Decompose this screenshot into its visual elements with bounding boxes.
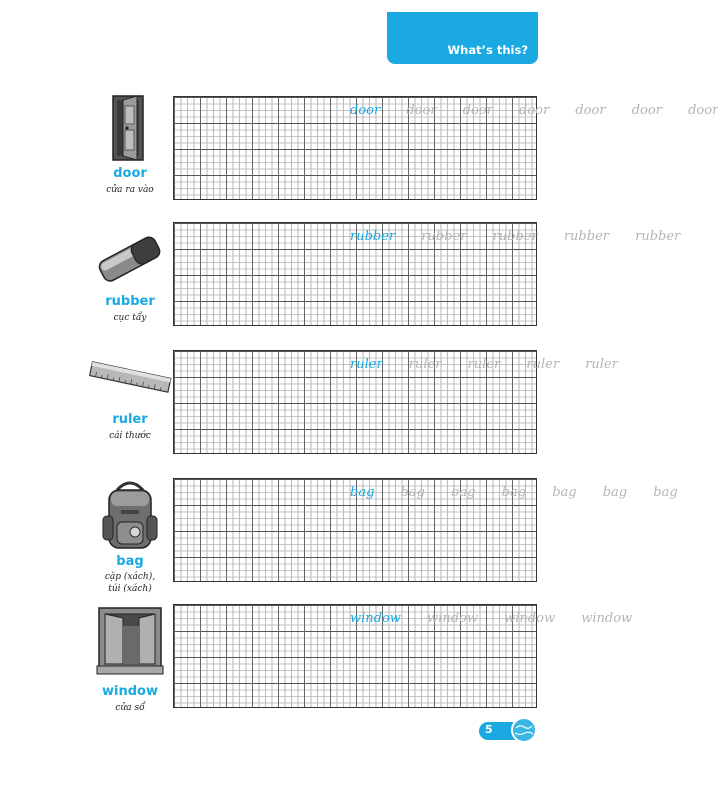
trace-word: bag xyxy=(451,485,476,500)
trace-word: door xyxy=(462,103,493,118)
meaning-label: cái thước xyxy=(109,431,151,441)
trace-word: door xyxy=(406,103,437,118)
meaning-label: cặp (xách), xyxy=(104,572,156,582)
trace-word: ruler xyxy=(408,357,442,372)
trace-line xyxy=(350,611,706,629)
ruler-icon xyxy=(88,360,172,396)
page-title: What’s this? xyxy=(447,43,528,57)
trace-word: rubber xyxy=(492,229,538,244)
trace-word: ruler xyxy=(526,357,560,372)
header-banner xyxy=(387,12,538,64)
trace-word: door xyxy=(575,103,606,118)
handwriting-grid[interactable] xyxy=(173,604,633,708)
word-label: window xyxy=(102,684,158,699)
trace-word: bag xyxy=(501,485,527,500)
window-icon xyxy=(93,604,167,678)
trace-word: bag xyxy=(552,485,577,500)
trace-word: door xyxy=(519,103,550,118)
trace-line xyxy=(350,485,706,503)
trace-word: door xyxy=(688,103,718,118)
trace-word: bag xyxy=(653,485,678,500)
page-number: 5 xyxy=(485,723,493,736)
trace-word: window xyxy=(581,611,633,626)
trace-word-sample: door xyxy=(350,103,381,118)
word-label: ruler xyxy=(112,412,148,427)
word-label: door xyxy=(113,166,147,181)
word-label: bag xyxy=(116,554,144,569)
trace-word: bag xyxy=(602,485,628,500)
trace-word: door xyxy=(631,103,662,118)
rubber-icon xyxy=(93,232,167,288)
trace-word-sample: ruler xyxy=(350,357,383,372)
handwriting-grid[interactable] xyxy=(173,350,618,454)
trace-word: ruler xyxy=(585,357,618,372)
trace-word: window xyxy=(427,611,479,626)
meaning-label: cửa ra vào xyxy=(106,185,154,195)
trace-word-sample: bag xyxy=(350,485,375,500)
trace-word: rubber xyxy=(563,229,609,244)
trace-line xyxy=(350,357,706,375)
bag-icon xyxy=(93,478,167,554)
trace-word: window xyxy=(504,611,556,626)
trace-word-sample: window xyxy=(350,611,401,626)
globe-icon xyxy=(510,716,538,744)
handwriting-grid[interactable] xyxy=(173,96,718,200)
trace-line xyxy=(350,103,718,121)
trace-word: rubber xyxy=(635,229,681,244)
handwriting-grid[interactable] xyxy=(173,222,681,326)
word-label: rubber xyxy=(105,294,155,309)
trace-line xyxy=(350,229,706,247)
trace-word: bag xyxy=(400,485,425,500)
door-icon xyxy=(93,94,167,164)
meaning-label: cửa sổ xyxy=(115,703,145,713)
meaning-label-line2: túi (xách) xyxy=(108,584,152,594)
trace-word-sample: rubber xyxy=(350,229,396,244)
meaning-label: cục tẩy xyxy=(113,313,147,323)
handwriting-grid[interactable] xyxy=(173,478,678,582)
trace-word: rubber xyxy=(421,229,467,244)
trace-word: ruler xyxy=(467,357,501,372)
